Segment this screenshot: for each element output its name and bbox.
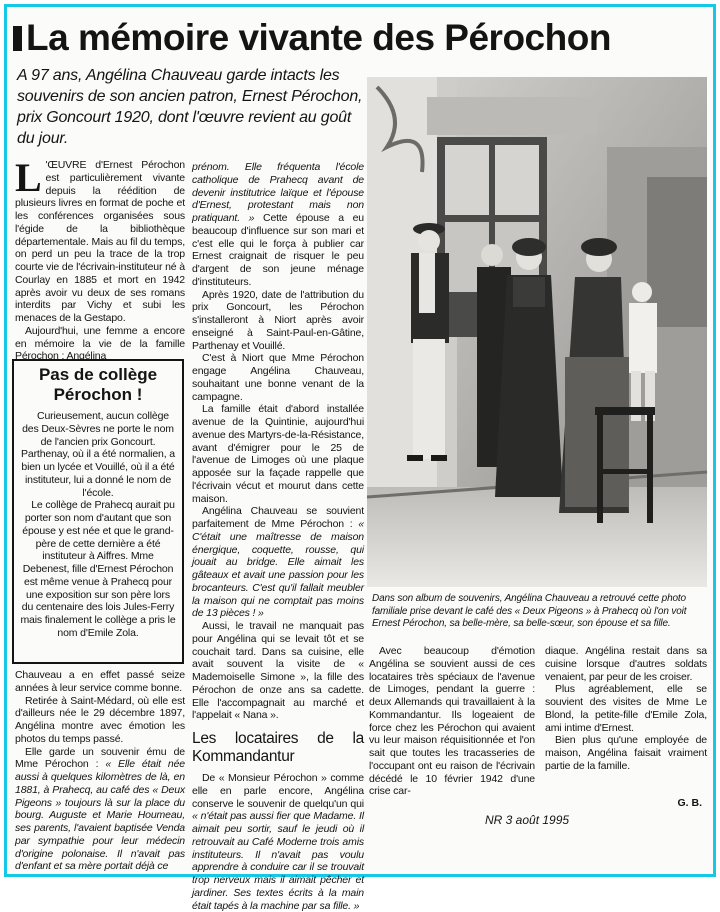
column-1-continued [15, 669, 185, 873]
col2-paragraph-4: La famille était d'abord installée avenue de la Quintinie, aujourd'hui avenue des Martyrs-de-la-Résistance, avant d'émigrer pour le 25 de l'avenue de Limoges où une plaque apposée sur la façade rappelle que l'écrivain vécut et mourut dans cette maison. [192, 403, 365, 505]
source-reference: NR 3 août 1995 [485, 813, 570, 827]
col4-paragraph-3: Bien plus qu'une employée de maison, Angélina faisait vraiment partie de la famille. [545, 734, 707, 772]
sidebar-paragraph-1: Curieusement, aucun collège des Deux-Sèvres ne porte le nom de l'ancien prix Goncourt. Parthenay, où il a été normalien, a bien un lycée et Vouillé, où il a été instituteur, lui a donné le nom de l'école. [21, 410, 175, 499]
col2-quote-1: prénom. Elle fréquenta l'école catholique de Prahecq avant de devenir institutrice laïque et l'épouse d'Ernest, protestant mais non pratiquant. » [192, 161, 364, 224]
col4-paragraph-2: Plus agréablement, elle se souvient des visites de Mme Le Blond, la petite-fille d'Emile Zola, ami intime d'Ernest. [545, 683, 707, 734]
col1b-paragraph-3: Elle garde un souvenir ému de Mme Pérochon : [15, 745, 185, 771]
col1b-paragraph-1: Chauveau a en effet passé seize années à leur service comme bonne. [15, 669, 185, 694]
col1b-quote: « Elle était née aussi à quelques kilomètres de là, en 1881, à Prahecq, au café des « Deux Pigeons » toujours là sur la place du bourg. Auguste et Marie Houmeau, ses parents, l'avaient baptisée Venda par sympathie pour leur médecin d'origine polonaise. Il n'avait pas d'enfant et sa mère portait déjà ce [15, 758, 185, 873]
column-4 [545, 645, 707, 773]
sidebar-title: Pas de collège Pérochon ! [38, 365, 158, 404]
col2-paragraph-7: De « Monsieur Pérochon » comme elle en parle encore, Angélina conserve le souvenir de quelqu'un qui [192, 772, 364, 810]
col1-paragraph-2: Aujourd'hui, une femme a encore en mémoire la vie de la famille Pérochon : Angélina [15, 324, 185, 363]
col3-paragraph-1: Avec beaucoup d'émotion Angélina se souvient aussi de ces locataires très spéciaux de l'avenue de Limoges, pendant la guerre : deux Allemands qui travaillaient à la Kommandantur. Ils logeaient de force chez les Pérochon qui avaient vu leur maison réquisitionnée et l'on sait que toutes les tracasseries de l'occupant ont eu raison de l'écrivain décédé le 10 février 1942 d'une crise car- [369, 645, 535, 798]
photo-caption: Dans son album de souvenirs, Angélina Chauveau a retrouvé cette photo familiale prise devant le café des « Deux Pigeons » à Prahecq où l'on voit Ernest Pérochon, sa belle-mère, sa belle-sœur, son épouse et sa fille. [372, 593, 687, 629]
author-signature: G. B. [677, 797, 702, 809]
sidebar-box [12, 359, 184, 664]
col4-paragraph-1: diaque. Angélina restait dans sa cuisine lorsque d'autres soldats venaient, par peur de les croiser. [545, 645, 707, 683]
sidebar-paragraph-2: Le collège de Prahecq aurait pu porter son nom d'autant que son épouse y est née et que le grand-père de cette dernière a été instituteur à Aiffres. Mme Debenest, fille d'Ernest Pérochon est même venue à Prahecq pour une exposition sur son père lors du centenaire des lois Jules-Ferry mais finalement le collège a pris le nom d'Emile Zola. [20, 499, 176, 639]
col2-paragraph-2: Après 1920, date de l'attribution du prix Goncourt, les Pérochon s'installeront à Niort après avoir enseigné à Saint-Paul-en-Gâtine, Parthenay et Vouillé. [192, 288, 364, 352]
col2-paragraph-1b: Cette épouse a eu beaucoup d'influence sur son mari et c'est elle qui le força à publier car Ernest craignait de risquer le peu d'argent de son jeune ménage d'instituteurs. [192, 212, 364, 288]
subheading-kommandantur: Les locataires de la Kommandantur [192, 730, 364, 765]
family-photo [367, 77, 707, 587]
newspaper-clipping [7, 7, 713, 912]
col1-paragraph-1: 'ŒUVRE d'Ernest Pérochon est particulièrement vivante depuis la réédition de plusieurs livres en format de poche et les conférences organisées sous l'égide de la bibliothèque départementale. Mais au fil du temps, on perd un peu la trace de la trop courte vie de l'écrivain-instituteur né à Courlay en 1885 et mort en 1942 après avoir vu deux de ses romans interdits par Vichy et subi les menaces de la Gestapo. [15, 159, 185, 324]
col2-paragraph-5: Angélina Chauveau se souvient parfaitement de Mme Pérochon : [192, 505, 364, 530]
col2-paragraph-3: C'est à Niort que Mme Pérochon engage Angélina Chauveau, souhaitant une bonne venant de la campagne. [192, 352, 364, 403]
article-title-text: La mémoire vivante des Pérochon [26, 17, 611, 58]
col2-quote-3: « n'était pas aussi fier que Madame. Il aimait peu sortir, sauf le jeudi où il retrouvait au Café Moderne trois amis instituteurs. Il n'avait pas voulu apprendre à conduire car il se trouvait trop nerveux mais il aimait pêcher et jardiner. Ses textes écrits à la main était tapés à la machine par sa fille. » [192, 810, 364, 912]
title-bullet [13, 26, 22, 51]
column-1 [15, 155, 185, 363]
dropcap: L [15, 155, 42, 200]
family-photo-illustration [367, 77, 707, 587]
article-deck: A 97 ans, Angélina Chauveau garde intacts les souvenirs de son ancien patron, Ernest Pérochon, prix Goncourt 1920, dont l'œuvre revient au goût du jour. [17, 67, 363, 147]
column-2 [192, 161, 364, 912]
col2-quote-2: « C'était une maîtresse de maison énergique, coquette, rousse, qui jouait au bridge. Elle aimait les gâteaux et avait une passion pour les brocanteurs. C'est qu'il fallait meubler la maison qui ne comptait pas moins de 13 pièces ! » [192, 518, 364, 620]
col2-paragraph-6: Aussi, le travail ne manquait pas pour Angélina qui se levait tôt et se couchait tard. Dans sa cuisine, elle avait souvent la visite de « Mademoiselle Simone », la fille des Pérochon de onze ans sa cadette. Elle l'accompagnait au marché et l'appelait « Nana ». [192, 620, 364, 722]
col1b-paragraph-2: Retirée à Saint-Médard, où elle est d'ailleurs née le 29 décembre 1897, Angélina montre avec émotion les photos du temps passé. [15, 694, 185, 745]
article-title [13, 13, 713, 63]
column-3 [369, 645, 535, 798]
